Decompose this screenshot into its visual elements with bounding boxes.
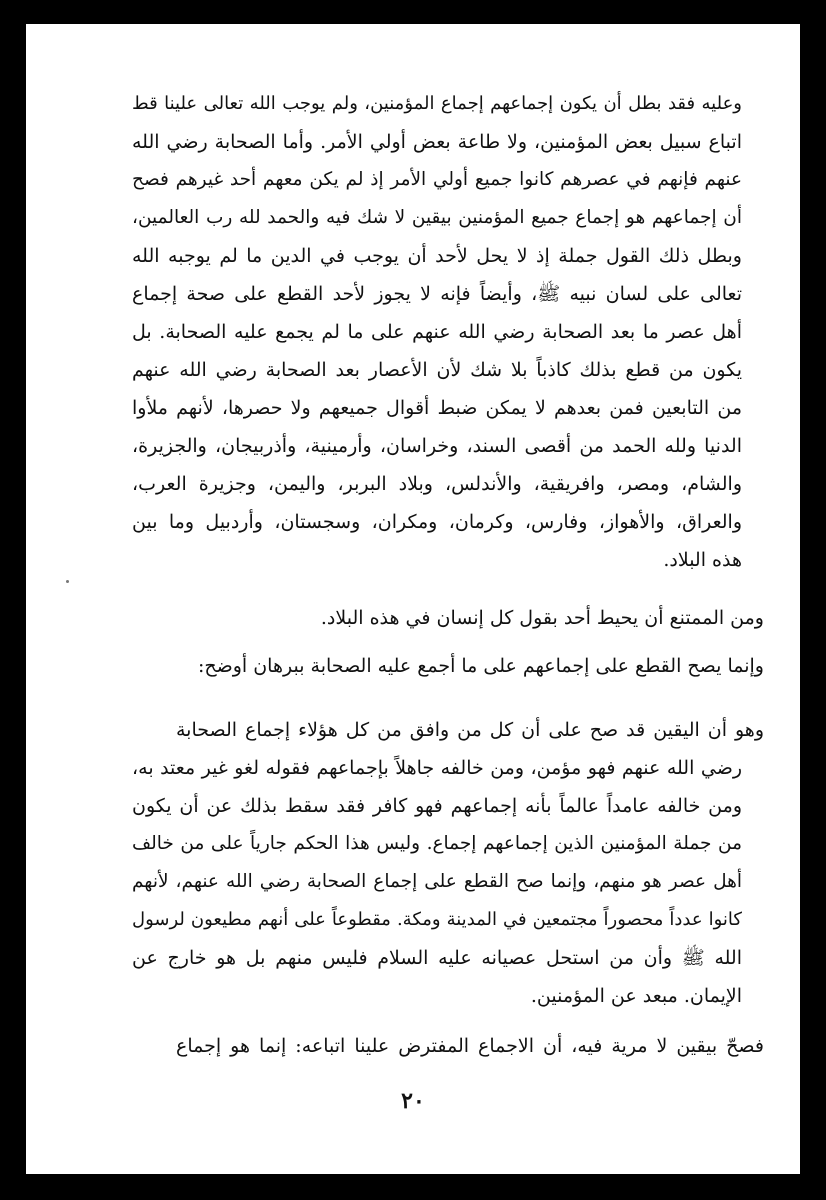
text-line: هذه البلاد. [663,549,742,571]
text-line: والشام، ومصر، وافريقية، والأندلس، وبلاد البربر، واليمن، وجزيرة العرب، [132,473,742,495]
text-line: وعليه فقد بطل أن يكون إجماعهم إجماع المؤمنين، ولم يوجب الله تعالى علينا قط [132,93,742,114]
text-line: والعراق، والأهواز، وفارس، وكرمان، ومكران، وسجستان، وأردبيل وما بين [132,511,742,533]
text-line: رضي الله عنهم فهو مؤمن، ومن خالفه جاهلاً بإجماعهم فقوله لغو غير معتد به، [132,757,742,779]
text-line: وهو أن اليقين قد صح على أن كل من وافق من كل هؤلاء إجماع الصحابة [176,719,764,741]
text-line: عنهم فإنهم في عصرهم كانوا جميع أولي الأمر إذ لم يكن معهم أحد غيرهم فصح [132,169,742,190]
scan-speck [66,580,69,583]
text-line: وإنما يصح القطع على إجماعهم على ما أجمع عليه الصحابة ببرهان أوضح: [197,655,764,677]
text-line: وبطل ذلك القول جملة إذ لا يحل لأحد أن يوجب في الدين ما لم يوجبه الله [132,245,742,267]
text-line: أن إجماعهم هو إجماع جميع المؤمنين بيقين لا شك فيه والحمد لله رب العالمين، [132,207,742,228]
text-line: أهل عصر ما بعد الصحابة رضي الله عنهم على ما لم يجمع عليه الصحابة. بل [132,321,742,343]
text-line: أهل عصر هو منهم، وإنما صح القطع على إجماع الصحابة رضي الله عنهم، لأنهم [132,871,742,892]
text-line: ومن خالفه عامداً عالماً بأنه إجماعهم فهو كافر فقد سقط بذلك عن أن يكون [132,795,742,817]
text-line: الإيمان. مبعد عن المؤمنين. [530,985,742,1007]
text-line: من جملة المؤمنين الذين إجماعهم إجماع. وليس هذا الحكم جارياً على من خالف [132,833,742,854]
text-line: الدنيا ولله الحمد من أقصى السند، وخراسان، وأرمينية، وأذربيجان، والجزيرة، [132,435,742,457]
page-number: ٢٠ [401,1088,425,1114]
text-line: كانوا عدداً محصوراً مجتمعين في المدينة ومكة. مقطوعاً على أنهم مطيعون لرسول [132,909,742,930]
text-line: اتباع سبيل بعض المؤمنين، ولا طاعة بعض أولي الأمر. وأما الصحابة رضي الله [132,131,742,153]
text-line: ومن الممتنع أن يحيط أحد بقول كل إنسان في هذه البلاد. [320,607,764,629]
text-line: يكون من قطع بذلك كاذباً بلا شك لأن الأعصار بعد الصحابة رضي الله عنهم [132,359,742,381]
text-line: من التابعين فمن بعدهم لا يمكن ضبط أقوال جميعهم ولا حصرها، لأنهم ملأوا [132,397,742,419]
text-line: فصحّ بيقين لا مرية فيه، أن الاجماع المفترض علينا اتباعه: إنما هو إجماع [176,1035,764,1057]
book-page [26,24,800,1174]
text-line: الله ﷺ وأن من استحل عصيانه عليه السلام فليس منهم بل هو خارج عن [132,947,742,969]
text-line: تعالى على لسان نبيه ﷺ، وأيضاً فإنه لا يجوز لأحد القطع على صحة إجماع [132,283,742,305]
